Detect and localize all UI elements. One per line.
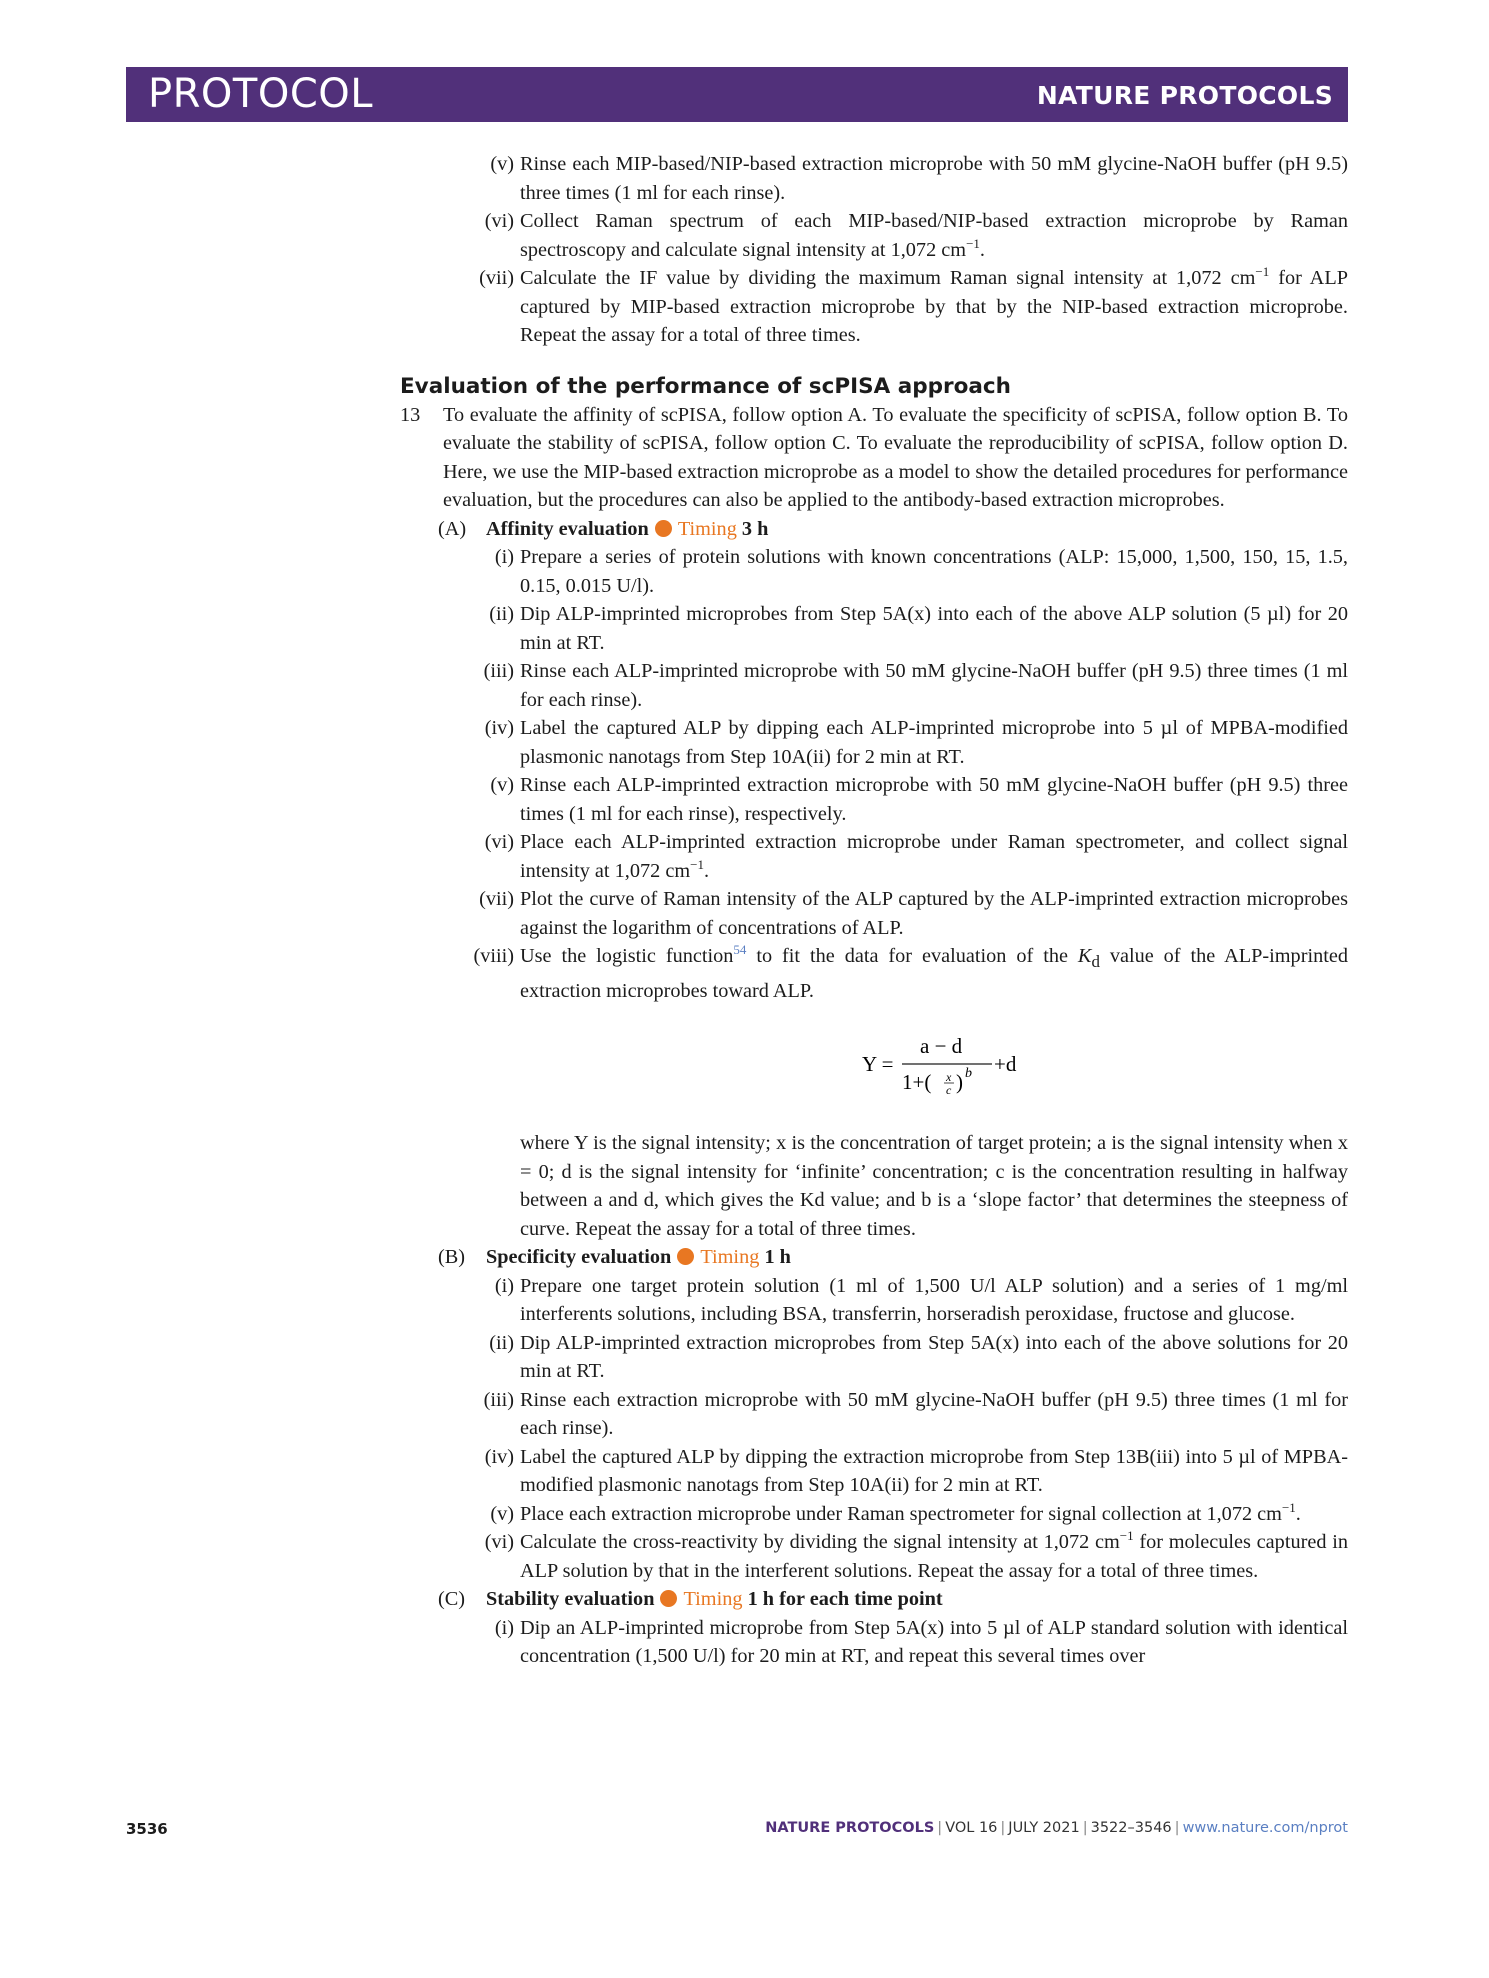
option-c-substep xyxy=(396,1614,1348,1671)
substep-number: (vii) xyxy=(479,888,514,910)
timing-value: 1 h xyxy=(764,1246,791,1269)
timing-value: 3 h xyxy=(741,517,769,540)
substep-text: Rinse each MIP-based/NIP-based extraction microprobe with 50 mM glycine-NaOH buffer (pH 9.5) three times (1 ml for each rinse). xyxy=(520,153,1348,204)
substep-text: Plot the curve of Raman intensity of the ALP captured by the ALP-imprinted extraction microprobes against the logarithm of concentrations of ALP. xyxy=(520,888,1348,939)
substep-number: (v) xyxy=(490,153,514,175)
footer-pages: 3522–3546 xyxy=(1090,1820,1172,1836)
formula-svg xyxy=(862,1029,1042,1099)
substep-number: (i) xyxy=(494,546,514,568)
substep-text: Place each extraction microprobe under Raman spectrometer for signal collection at 1,072 cm xyxy=(520,1502,1282,1525)
substep-text: Rinse each ALP-imprinted extraction microprobe with 50 mM glycine-NaOH buffer (pH 9.5) three times (1 ml for each rinse), respectively. xyxy=(520,774,1348,825)
substep-text: Rinse each extraction microprobe with 50 mM glycine-NaOH buffer (pH 9.5) three times (1 ml for each rinse). xyxy=(520,1388,1348,1440)
logistic-formula xyxy=(396,1029,1348,1099)
footer-journal: NATURE PROTOCOLS xyxy=(765,1820,935,1836)
kd-subscript: d xyxy=(1091,952,1100,972)
kd-symbol: K xyxy=(1077,945,1092,967)
substep-number: (v) xyxy=(490,774,514,796)
substep-number: (i) xyxy=(494,1274,514,1297)
substep-text: Collect Raman spectrum of each MIP-based/NIP-based extraction microprobe by Raman spectroscopy and calculate signal intensity at 1,072 cm xyxy=(520,210,1348,261)
substep-number: (viii) xyxy=(473,945,514,967)
step-text: To evaluate the affinity of scPISA, follow option A. To evaluate the specificity of scPISA, follow option B. To evaluate the stability of scPISA, follow option C. To evaluate the reproducibility of scPISA, follow option D. Here, we use the MIP-based extraction microprobe as a model to show the detailed procedures for performance evaluation, but the procedures can also be applied to the antibody-based extraction microprobes. xyxy=(443,403,1348,511)
substep-number: (iv) xyxy=(484,717,514,739)
timing-dot-icon xyxy=(660,1590,677,1607)
prev-substep-v xyxy=(396,150,1348,207)
option-a-substep xyxy=(396,828,1348,885)
substep-text-end: . xyxy=(979,238,985,261)
option-label: (A) xyxy=(438,517,467,540)
formula-exponent: b xyxy=(965,1066,972,1082)
superscript: −1 xyxy=(1255,264,1270,279)
footer-separator: | xyxy=(1000,1820,1006,1836)
substep-text-end: value of the ALP-imprinted extraction microprobes toward ALP. xyxy=(520,945,1348,1002)
prev-substep-vii xyxy=(396,264,1348,350)
substep-text: Calculate the cross-reactivity by dividing the signal intensity at 1,072 cm xyxy=(520,1531,1120,1554)
page-number: 3536 xyxy=(126,1820,168,1838)
substep-number: (iv) xyxy=(484,1445,514,1468)
footer-separator: | xyxy=(1082,1820,1088,1836)
substep-number: (iii) xyxy=(483,660,514,682)
substep-text: Rinse each ALP-imprinted microprobe with 50 mM glycine-NaOH buffer (pH 9.5) three times (1 ml for each rinse). xyxy=(520,660,1348,711)
substep-text: Dip ALP-imprinted microprobes from Step 5A(x) into each of the above ALP solution (5 µl) for 20 min at RT. xyxy=(520,603,1348,654)
option-a-substep xyxy=(396,771,1348,828)
formula-numerator: a − d xyxy=(920,1034,963,1059)
step-number: 13 xyxy=(400,403,421,426)
timing-label: Timing xyxy=(683,1588,743,1611)
option-b-substep xyxy=(396,1443,1348,1500)
step-13 xyxy=(396,401,1348,515)
option-a-substep xyxy=(396,657,1348,714)
option-label: (C) xyxy=(438,1588,466,1611)
substep-number: (vi) xyxy=(484,831,514,853)
substep-text-end: for molecules captured in ALP solution by that in the interferent solutions. Repeat the assay for a total of three times. xyxy=(520,1531,1348,1582)
option-a-substep-viii xyxy=(396,942,1348,1005)
substep-text: Dip ALP-imprinted extraction microprobes from Step 5A(x) into each of the above solutions for 20 min at RT. xyxy=(520,1331,1348,1383)
substep-text: Label the captured ALP by dipping the extraction microprobe from Step 13B(iii) into 5 µl of MPBA-modified plasmonic nanotags from Step 10A(ii) for 2 min at RT. xyxy=(520,1445,1348,1497)
superscript: −1 xyxy=(690,856,704,872)
option-title: Stability evaluation xyxy=(486,1588,655,1611)
option-a-substep xyxy=(396,714,1348,771)
option-a-substep xyxy=(396,885,1348,942)
formula-lhs: Y = xyxy=(862,1052,894,1077)
footer-url-link[interactable]: www.nature.com/nprot xyxy=(1182,1820,1348,1836)
section-label: PROTOCOL xyxy=(148,71,374,117)
option-title: Specificity evaluation xyxy=(486,1246,672,1269)
section-heading: Evaluation of the performance of scPISA approach xyxy=(400,373,1011,399)
substep-number: (iii) xyxy=(483,1388,514,1411)
substep-number: (v) xyxy=(490,1502,514,1525)
footer-separator: | xyxy=(937,1820,943,1836)
option-a-substep xyxy=(396,543,1348,600)
header-bar xyxy=(126,67,1348,122)
substep-text-mid: to fit the data for evaluation of the xyxy=(746,945,1078,967)
substep-text-end: . xyxy=(1295,1502,1301,1525)
option-b-heading xyxy=(396,1243,1348,1272)
option-c-heading xyxy=(396,1585,1348,1614)
substep-number: (vi) xyxy=(484,210,514,232)
formula-frac-den: c xyxy=(946,1083,952,1098)
timing-dot-icon xyxy=(655,520,672,537)
substep-number: (vi) xyxy=(484,1531,514,1554)
option-a-heading xyxy=(396,515,1348,544)
superscript: −1 xyxy=(1119,1528,1134,1544)
option-label: (B) xyxy=(438,1246,466,1269)
substep-text: Prepare a series of protein solutions with known concentrations (ALP: 15,000, 1,500, 150, 15, 1.5, 0.15, 0.015 U/l). xyxy=(520,546,1348,597)
option-title: Affinity evaluation xyxy=(486,517,649,540)
substep-text: Dip an ALP-imprinted microprobe from Step 5A(x) into 5 µl of ALP standard solution with identical concentration (1,500 U/l) for 20 min at RT, and repeat this several times over xyxy=(520,1616,1348,1668)
substep-text-end: for ALP captured by MIP-based extraction microprobe by that by the NIP-based extraction microprobe. Repeat the assay for a total of three times. xyxy=(520,267,1348,346)
footer-volume: VOL 16 xyxy=(945,1820,998,1836)
substep-number: (ii) xyxy=(489,603,514,625)
superscript: −1 xyxy=(966,235,980,251)
substep-text: Place each ALP-imprinted extraction microprobe under Raman spectrometer, and collect signal intensity at 1,072 cm xyxy=(520,831,1348,882)
timing-label: Timing xyxy=(677,517,737,540)
superscript: −1 xyxy=(1281,1499,1296,1515)
option-b-substep xyxy=(396,1528,1348,1585)
formula-frac-num: x xyxy=(946,1070,952,1085)
formula-explanation: where Y is the signal intensity; x is the concentration of target protein; a is the signal intensity when x = 0; d is the signal intensity for ‘infinite’ concentration; c is the concentration resulting in halfway between a and d, which gives the Kd value; and b is a ‘slope factor’ that determines the steepness of curve. Repeat the assay for a total of three times. xyxy=(520,1132,1348,1240)
substep-text: Calculate the IF value by dividing the maximum Raman signal intensity at 1,072 cm xyxy=(520,267,1256,289)
footer-separator: | xyxy=(1174,1820,1180,1836)
substep-number: (i) xyxy=(494,1616,514,1639)
timing-label: Timing xyxy=(700,1246,760,1269)
option-b-substep xyxy=(396,1500,1348,1529)
formula-denom-pre: 1+( xyxy=(902,1070,932,1095)
formula-denom-post: ) xyxy=(956,1070,963,1095)
substep-number: (ii) xyxy=(489,1331,514,1354)
formula-tail: +d xyxy=(994,1052,1017,1077)
footer-date: JULY 2021 xyxy=(1008,1820,1080,1836)
option-a-substep xyxy=(396,600,1348,657)
substep-text: Use the logistic function xyxy=(520,945,734,967)
prev-substep-vi xyxy=(396,207,1348,264)
journal-name: NATURE PROTOCOLS xyxy=(1036,81,1333,110)
timing-value: 1 h for each time point xyxy=(747,1588,943,1611)
substep-text-end: . xyxy=(703,859,710,882)
footer-citation xyxy=(765,1820,1348,1836)
option-b-substep xyxy=(396,1329,1348,1386)
option-b-substep xyxy=(396,1386,1348,1443)
substep-text: Prepare one target protein solution (1 ml of 1,500 U/l ALP solution) and a series of 1 mg/ml interferents solutions, including BSA, transferrin, horseradish peroxidase, fructose and glucose. xyxy=(520,1274,1348,1326)
substep-number: (vii) xyxy=(479,267,514,289)
option-b-substep xyxy=(396,1272,1348,1329)
main-content xyxy=(396,150,1348,1671)
substep-text: Label the captured ALP by dipping each ALP-imprinted microprobe into 5 µl of MPBA-modified plasmonic nanotags from Step 10A(ii) for 2 min at RT. xyxy=(520,717,1348,768)
timing-dot-icon xyxy=(677,1248,694,1265)
reference-link[interactable]: 54 xyxy=(733,942,747,957)
